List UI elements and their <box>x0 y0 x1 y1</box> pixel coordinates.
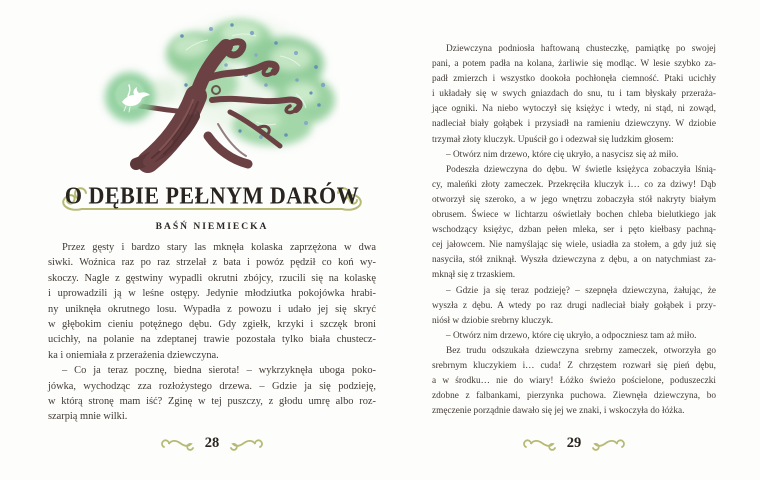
text-line: Podeszła dziewczyna do dębu. W świetle księżyca zobaczyła lśnią- <box>446 164 716 175</box>
text-line: – Co ja teraz pocznę, biedna sierota! – wykrzyknęła uboga poko- <box>62 365 376 377</box>
text-line: a w środku… nie do wiary! Łóżko świeżo pościelone, poduszeczki <box>432 376 716 387</box>
text-line: padł zmierzch i wszystko dookoła pochłonęła ciemność. Ptaki ucichły <box>432 74 716 85</box>
text-line: obrusem. Świece w lichtarzu oświetlały bochen chleba bielutkiego jak <box>432 210 716 221</box>
text-line: siwki. Woźnica raz po raz strzelał z bata i powóz pędził co koń wy- <box>48 257 376 269</box>
text-line: Dziewczyna podniosła haftowaną chusteczkę, pamiątkę po swojej <box>446 44 716 54</box>
text-line: nasyciła, stół zniknął. Wyszła dziewczyna z dębu, a on natychmiast za- <box>432 255 716 266</box>
text-line: Bez trudu odszukała dziewczyna srebrny zameczek, otworzyła go <box>446 345 716 356</box>
text-line: – Gdzie ja się teraz podzieję? – szepnęła dziewczyna, żałując, że <box>446 285 716 296</box>
story-paragraph <box>432 42 716 148</box>
text-line: otworzył się szeroko, a w jego wnętrzu zobaczyła stół nakryty białym <box>432 194 716 205</box>
text-line: zdobne z falbankami, pierzynka puchowa. Ziewnęła dziewczyna, bo <box>432 391 716 402</box>
story-paragraph <box>432 148 716 163</box>
text-line: wschodzący księżyc, dzban pełen mleka, ser i pęto kiełbasy pachną- <box>432 225 716 236</box>
text-line: niósł w dziobie srebrny kluczyk. <box>432 315 554 326</box>
text-line: i układały się w swych gniazdach do snu, tu i tam błyskały przeraża- <box>432 89 716 100</box>
oak-tree-illustration <box>90 4 340 180</box>
story-paragraph <box>432 284 716 329</box>
text-line: jówka, wychodząc zza rozłożystego drzewa. – Gdzie ja się podzieję, <box>48 380 376 392</box>
text-line: skoczy. Nagle z gęstwiny wypadli okrutni zbójcy, rzucili się na kolaskę <box>48 272 376 284</box>
text-line: nadleciał biały gołąbek i przysiadł na ramieniu dziewczyny. W dziobie <box>432 119 716 130</box>
title-block <box>48 180 376 232</box>
text-line: cej jałowcem. Nie namyślając się wiele, usiadła za stołem, a gdy już się <box>432 240 716 251</box>
story-title: O DĘBIE PEŁNYM DARÓW <box>64 181 360 210</box>
text-line: pani, a potem padła na kolana, żarliwie się modląc. W lesie szybko za- <box>432 59 716 70</box>
text-line: ka i oniemiała z przerażenia dziewczyna. <box>48 349 219 361</box>
footer-flourish-icon <box>160 436 196 452</box>
text-line: – Otwórz nim drzewo, które cię ukryło, a nasycisz się aż miło. <box>446 149 679 160</box>
story-subtitle: BAŚŃ NIEMIECKA <box>155 222 269 232</box>
story-paragraph <box>432 329 716 344</box>
footer-flourish-icon <box>228 436 264 452</box>
text-line: ny uniknęła okrutnego losu. Wypadła z powozu i udało jej się skryć <box>48 303 376 315</box>
oak-tree-with-dove-image <box>90 4 340 180</box>
page-number: 28 <box>204 435 220 451</box>
page-footer-right <box>432 435 716 452</box>
page-number: 29 <box>566 435 582 451</box>
story-paragraph <box>48 240 376 363</box>
text-line: zmęczenie porządnie dawało się jej we znaki, i wskoczyła do łóżka. <box>432 406 685 417</box>
text-line: trzymał złoty kluczyk. Upuścił go i odezwał się ludzkim głosem: <box>432 134 674 145</box>
footer-flourish-icon <box>522 436 558 452</box>
story-paragraph <box>432 344 716 419</box>
text-line: wyszła z dębu. A wtedy po raz drugi nadleciał biały gołąbek i przy- <box>432 300 716 311</box>
text-line: ucichły, na polanie na zdeptanej trawie pozostała tylko biała chustecz- <box>48 334 376 346</box>
text-line: w którą stronę mam iść? Zginę w tej puszczy, z głodu umrę albo roz- <box>48 396 376 408</box>
text-line: mknął się z trzaskiem. <box>432 270 516 281</box>
story-paragraph <box>432 163 716 284</box>
text-line: srebrnym kluczykiem i… cuda! Z chrzęstem rozwarł się pień dębu, <box>432 360 716 371</box>
footer-flourish-icon <box>590 436 626 452</box>
story-paragraph <box>48 363 376 425</box>
text-line: – Otwórz nim drzewo, które cię ukryło, a odpoczniesz tam aż miło. <box>446 330 697 341</box>
text-line: Przez gęsty i bardzo stary las mknęła kolaska zaprzężona w dwa <box>62 242 376 253</box>
text-line: cy, maleńki złoty zameczek. Przekręciła kluczyk i… co za dziwy! Dąb <box>432 179 716 190</box>
text-line: szarpią mnie wilki. <box>48 411 128 423</box>
text-line: w głębokim cieniu potężnego dębu. Gdy zgiełk, krzyki i szczęk broni <box>48 319 376 331</box>
story-text-left <box>48 240 376 425</box>
page-footer-left <box>48 435 376 452</box>
page-right <box>432 0 716 480</box>
text-line: jące ogniki. Na niebo wytoczył się księżyc i wtedy, ni stąd, ni zowąd, <box>432 104 716 115</box>
page-left <box>48 0 376 480</box>
story-text-right <box>432 42 716 419</box>
text-line: i uprowadzili ją w leśne ostępy. Jedynie młodziutka pokojówka hrabi- <box>48 288 376 300</box>
